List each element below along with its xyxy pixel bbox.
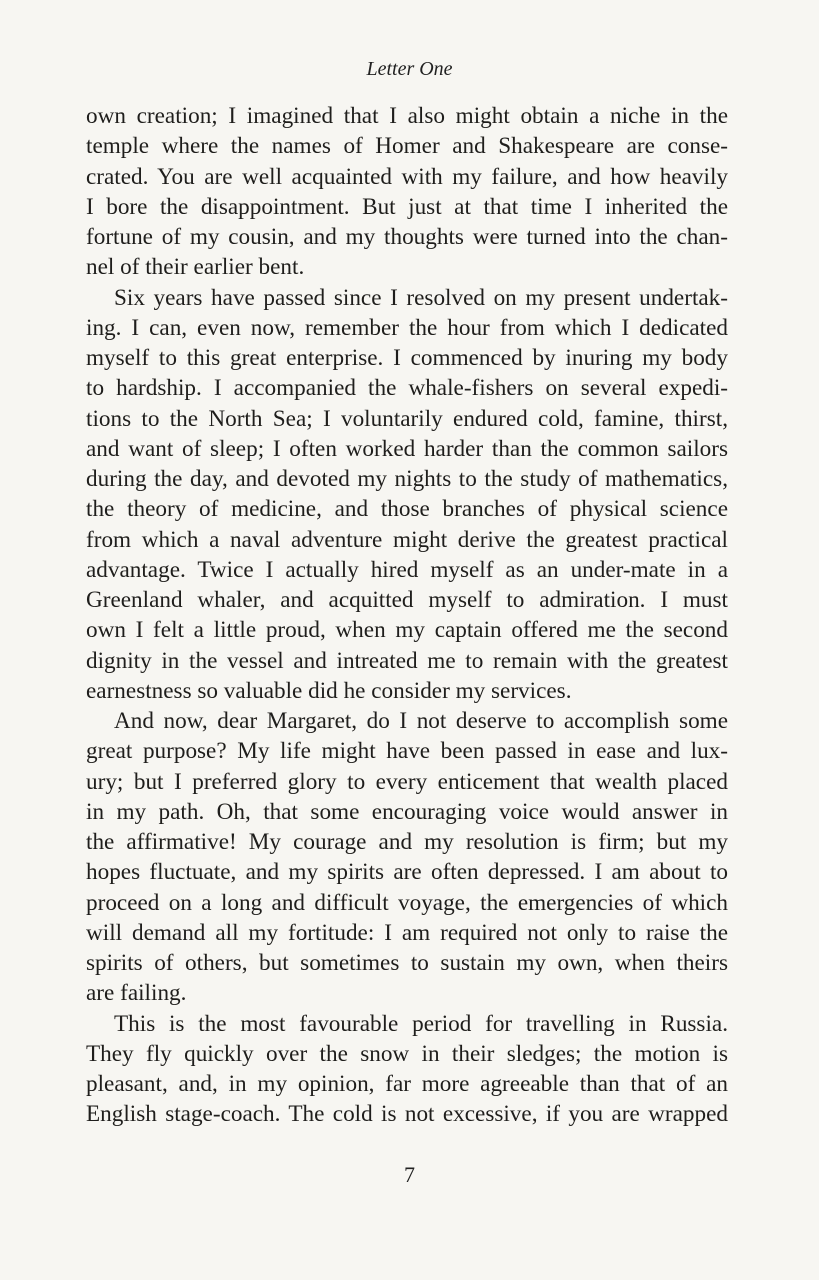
text-line: This is the most favourable period for travelling in Russia. bbox=[114, 1010, 728, 1037]
text-line: myself to this great enterprise. I commenced by inuring my body bbox=[86, 345, 728, 371]
text-line: advantage. Twice I actually hired myself as an under-mate in a bbox=[86, 556, 728, 583]
text-line: own creation; I imagined that I also might obtain a niche in the bbox=[86, 103, 728, 129]
text-line: Greenland whaler, and acquitted myself to admiration. I must bbox=[86, 587, 728, 613]
text-line: pleasant, and, in my opinion, far more agreeable than that of an bbox=[86, 1071, 728, 1097]
body-text bbox=[86, 101, 728, 1130]
text-line: to hardship. I accompanied the whale-fishers on several expedi- bbox=[86, 375, 728, 402]
text-line: own I felt a little proud, when my captain offered me the second bbox=[86, 617, 728, 644]
text-line: English stage-coach. The cold is not excessive, if you are wrapped bbox=[86, 1101, 728, 1128]
text-line: And now, dear Margaret, do I not deserve to accomplish some bbox=[114, 708, 728, 734]
paragraph-3 bbox=[86, 706, 728, 1009]
text-line: in my path. Oh, that some encouraging voice would answer in bbox=[86, 798, 728, 825]
text-line: fortune of my cousin, and my thoughts were turned into the chan- bbox=[86, 224, 728, 250]
text-line: the theory of medicine, and those branches of physical science bbox=[86, 496, 728, 523]
paragraph-1 bbox=[86, 101, 728, 283]
running-head: Letter One bbox=[366, 58, 453, 80]
text-line: crated. You are well acquainted with my failure, and how heavily bbox=[86, 163, 728, 190]
text-line: will demand all my fortitude: I am required not only to raise the bbox=[86, 919, 728, 946]
text-line: They fly quickly over the snow in their sledges; the motion is bbox=[86, 1040, 728, 1067]
text-line: ing. I can, even now, remember the hour from which I dedicated bbox=[86, 314, 728, 341]
paragraph-4 bbox=[86, 1009, 728, 1130]
text-line: great purpose? My life might have been passed in ease and lux- bbox=[86, 738, 728, 765]
text-line: ury; but I preferred glory to every enticement that wealth placed bbox=[86, 768, 728, 795]
text-line: from which a naval adventure might derive the greatest practical bbox=[86, 526, 728, 553]
text-line: nel of their earlier bent. bbox=[86, 254, 305, 281]
text-line: the affirmative! My courage and my resolution is firm; but my bbox=[86, 829, 728, 855]
text-line: temple where the names of Homer and Shakespeare are conse- bbox=[86, 133, 728, 160]
text-line: dignity in the vessel and intreated me to remain with the greatest bbox=[86, 647, 728, 674]
text-line: and want of sleep; I often worked harder than the common sailors bbox=[86, 435, 728, 462]
text-line: I bore the disappointment. But just at that time I inherited the bbox=[86, 193, 728, 220]
page-number: 7 bbox=[404, 1162, 415, 1187]
paragraph-2 bbox=[86, 283, 728, 707]
text-line: during the day, and devoted my nights to the study of mathematics, bbox=[86, 466, 728, 492]
text-line: Six years have passed since I resolved on my present undertak- bbox=[114, 284, 728, 311]
text-line: tions to the North Sea; I voluntarily endured cold, famine, thirst, bbox=[86, 405, 728, 432]
text-line: hopes fluctuate, and my spirits are often depressed. I am about to bbox=[86, 859, 728, 886]
text-line: are failing. bbox=[86, 980, 187, 1007]
text-line: spirits of others, but sometimes to sustain my own, when theirs bbox=[86, 950, 728, 976]
text-line: earnestness so valuable did he consider my services. bbox=[86, 677, 572, 704]
text-line: proceed on a long and difficult voyage, the emergencies of which bbox=[86, 889, 728, 916]
